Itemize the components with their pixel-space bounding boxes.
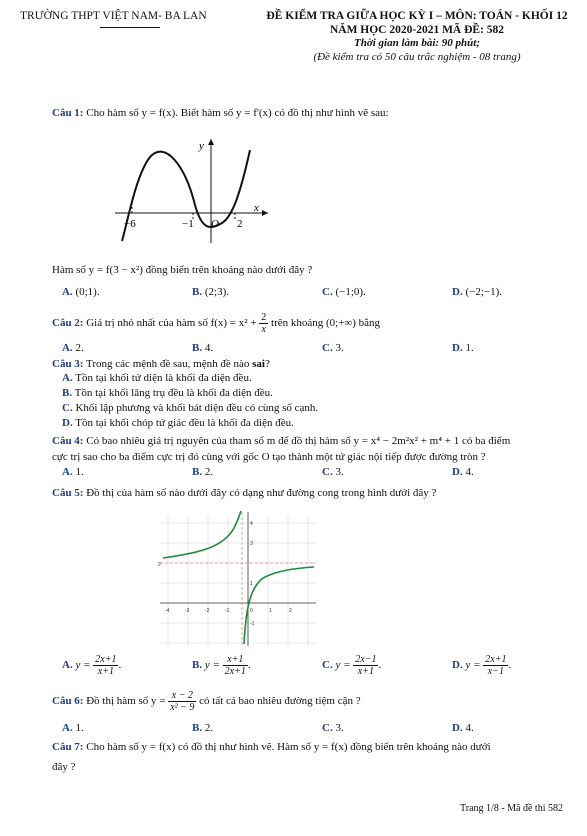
question-7: [52, 740, 572, 754]
question-emphasis: sai: [252, 358, 265, 370]
tick-x-m3: -3: [185, 608, 190, 614]
page-footer: Trang 1/8 - Mã đề thi 582: [460, 803, 563, 814]
question-text: Đồ thị hàm số y =: [86, 695, 166, 708]
q5-option-c[interactable]: C. y = $\frac{2x-1}{x+1}$ .: [322, 654, 382, 677]
label-o: O: [211, 218, 219, 230]
fraction: $\frac{2}{x}$: [261, 312, 267, 335]
right-branch: [244, 567, 314, 644]
label-x: x: [254, 202, 259, 214]
q4-option-d[interactable]: D. 4.: [452, 466, 474, 478]
q6-option-c[interactable]: C. 3.: [322, 722, 344, 734]
question-text: Cho hàm số y = f(x). Biết hàm số y = f'(x) có đồ thị như hình vẽ sau:: [86, 107, 389, 119]
question-label: Câu 6:: [52, 695, 84, 708]
q2-option-c[interactable]: C. 3.: [322, 342, 344, 354]
question-label: Câu 2:: [52, 317, 84, 330]
q5-option-b[interactable]: B. y = $\frac{x+1}{2x+1}$ .: [192, 654, 251, 677]
q3-option-a[interactable]: A. Tồn tại khối tứ diện là khối đa diện đều.: [62, 372, 252, 384]
exam-title: [252, 9, 582, 37]
q1-option-c[interactable]: C. (−1;0).: [322, 286, 366, 298]
question-label: Câu 1:: [52, 107, 84, 119]
question-text: Cho hàm số y = f(x) có đồ thị như hình vẽ. Hàm số y = f(x) đồng biến trên khoảng nào dưới: [86, 741, 491, 753]
fraction: $\frac{x - 2}{\text{x² − 9}}$: [170, 690, 195, 713]
q6-option-a[interactable]: A. 1.: [62, 722, 84, 734]
question-label: Câu 4:: [52, 435, 84, 447]
left-branch: [163, 511, 241, 558]
tick-y-4: 4: [250, 521, 253, 527]
question-1-text2: Hàm số y = f(3 − x²) đồng biến trên khoảng nào dưới đây ?: [52, 264, 313, 276]
x-axis-arrow-icon: [262, 210, 268, 216]
exam-title-line2: NĂM HỌC 2020-2021 MÃ ĐỀ: 582: [329, 24, 505, 36]
tick-y-3: 3: [250, 541, 253, 547]
question-text: Có bao nhiêu giá trị nguyên của tham số m để đồ thị hàm số y = x⁴ − 2m²x² + m⁴ + 1 có ba điểm: [86, 435, 511, 447]
exam-time: Thời gian làm bài: 90 phút;: [353, 37, 480, 49]
q2-option-d[interactable]: D. 1.: [452, 342, 474, 354]
question-6: [52, 690, 361, 713]
label-2: 2: [237, 218, 243, 230]
q3-option-d[interactable]: D. Tồn tại khối chóp tứ giác đều là khối đa diện đều.: [62, 417, 294, 429]
q6-option-d[interactable]: D. 4.: [452, 722, 474, 734]
tick-x-m1: -1: [225, 608, 230, 614]
question-7-text2: đây ?: [52, 761, 76, 773]
tick-x-m2: -2: [205, 608, 210, 614]
q4-option-b[interactable]: B. 2.: [192, 466, 214, 478]
tick-x-m4: -4: [165, 608, 170, 614]
question-text: Đồ thị của hàm số nào dưới đây có dạng như đường cong trong hình dưới đây ?: [86, 487, 437, 499]
q1-option-a[interactable]: A. (0;1).: [62, 286, 100, 298]
question-text: Trong các mệnh đề sau, mệnh đề nào: [86, 358, 250, 370]
exam-title-line1: ĐỀ KIỂM TRA GIỮA HỌC KỲ I – MÔN: TOÁN - KHỐI 12: [266, 10, 568, 22]
question-4-text2: cực trị sao cho ba điểm cực trị đó cùng với gốc O tạo thành một tứ giác nội tiếp được đường tròn ?: [52, 451, 486, 463]
q1-option-d[interactable]: D. (−2;−1).: [452, 286, 502, 298]
question-5: [52, 486, 436, 500]
q3-option-c[interactable]: C. Khối lập phương và khối bát diện đều có cùng số cạnh.: [62, 402, 319, 414]
derivative-graph: [110, 135, 270, 245]
hyperbola-graph: [158, 508, 318, 648]
q6-option-b[interactable]: B. 2.: [192, 722, 214, 734]
q4-option-a[interactable]: A. 1.: [62, 466, 84, 478]
label-y: y: [199, 140, 204, 152]
label-m1: −1: [182, 218, 194, 230]
question-1: [52, 106, 389, 120]
tick-x-2: 2: [289, 608, 292, 614]
question-label: Câu 3:: [52, 358, 84, 370]
question-3: Câu 3: Trong các mệnh đề sau, mệnh đề nào sai?: [52, 358, 270, 370]
school-underline: [100, 27, 160, 28]
question-label: Câu 5:: [52, 487, 84, 499]
q5-option-a[interactable]: A. y = $\frac{2x+1}{x+1}$ .: [62, 654, 122, 677]
school-name: TRƯỜNG THPT VIỆT NAM- BA LAN: [20, 10, 207, 22]
y-axis-arrow-icon: [208, 139, 214, 145]
exam-note: (Đề kiểm tra có 50 câu trắc nghiệm - 08 trang): [313, 51, 521, 63]
question-2: [52, 312, 380, 335]
q5-option-d[interactable]: D. y = $\frac{2x+1}{x-1}$ .: [452, 654, 512, 677]
tick-y-m1: -1: [250, 621, 255, 627]
q1-option-b[interactable]: B. (2;3).: [192, 286, 229, 298]
tick-x-1: 1: [269, 608, 272, 614]
tick-y-2: 2: [158, 562, 161, 568]
q2-option-b[interactable]: B. 4.: [192, 342, 214, 354]
question-label: Câu 7:: [52, 741, 84, 753]
question-text-end: có tất cả bao nhiêu đường tiệm cận ?: [199, 695, 361, 708]
question-text: Giá trị nhỏ nhất của hàm số f(x) = x² +: [86, 317, 257, 330]
q4-option-c[interactable]: C. 3.: [322, 466, 344, 478]
question-text-end: trên khoảng (0;+∞) bằng: [271, 317, 381, 330]
label-m6: −6: [124, 218, 136, 230]
q3-option-b[interactable]: B. Tồn tại khối lăng trụ đều là khối đa diện đều.: [62, 387, 273, 399]
question-4: [52, 434, 572, 448]
grid: [160, 516, 316, 646]
tick-y-1: 1: [250, 581, 253, 587]
q2-option-a[interactable]: A. 2.: [62, 342, 84, 354]
tick-x-0: 0: [250, 608, 253, 614]
